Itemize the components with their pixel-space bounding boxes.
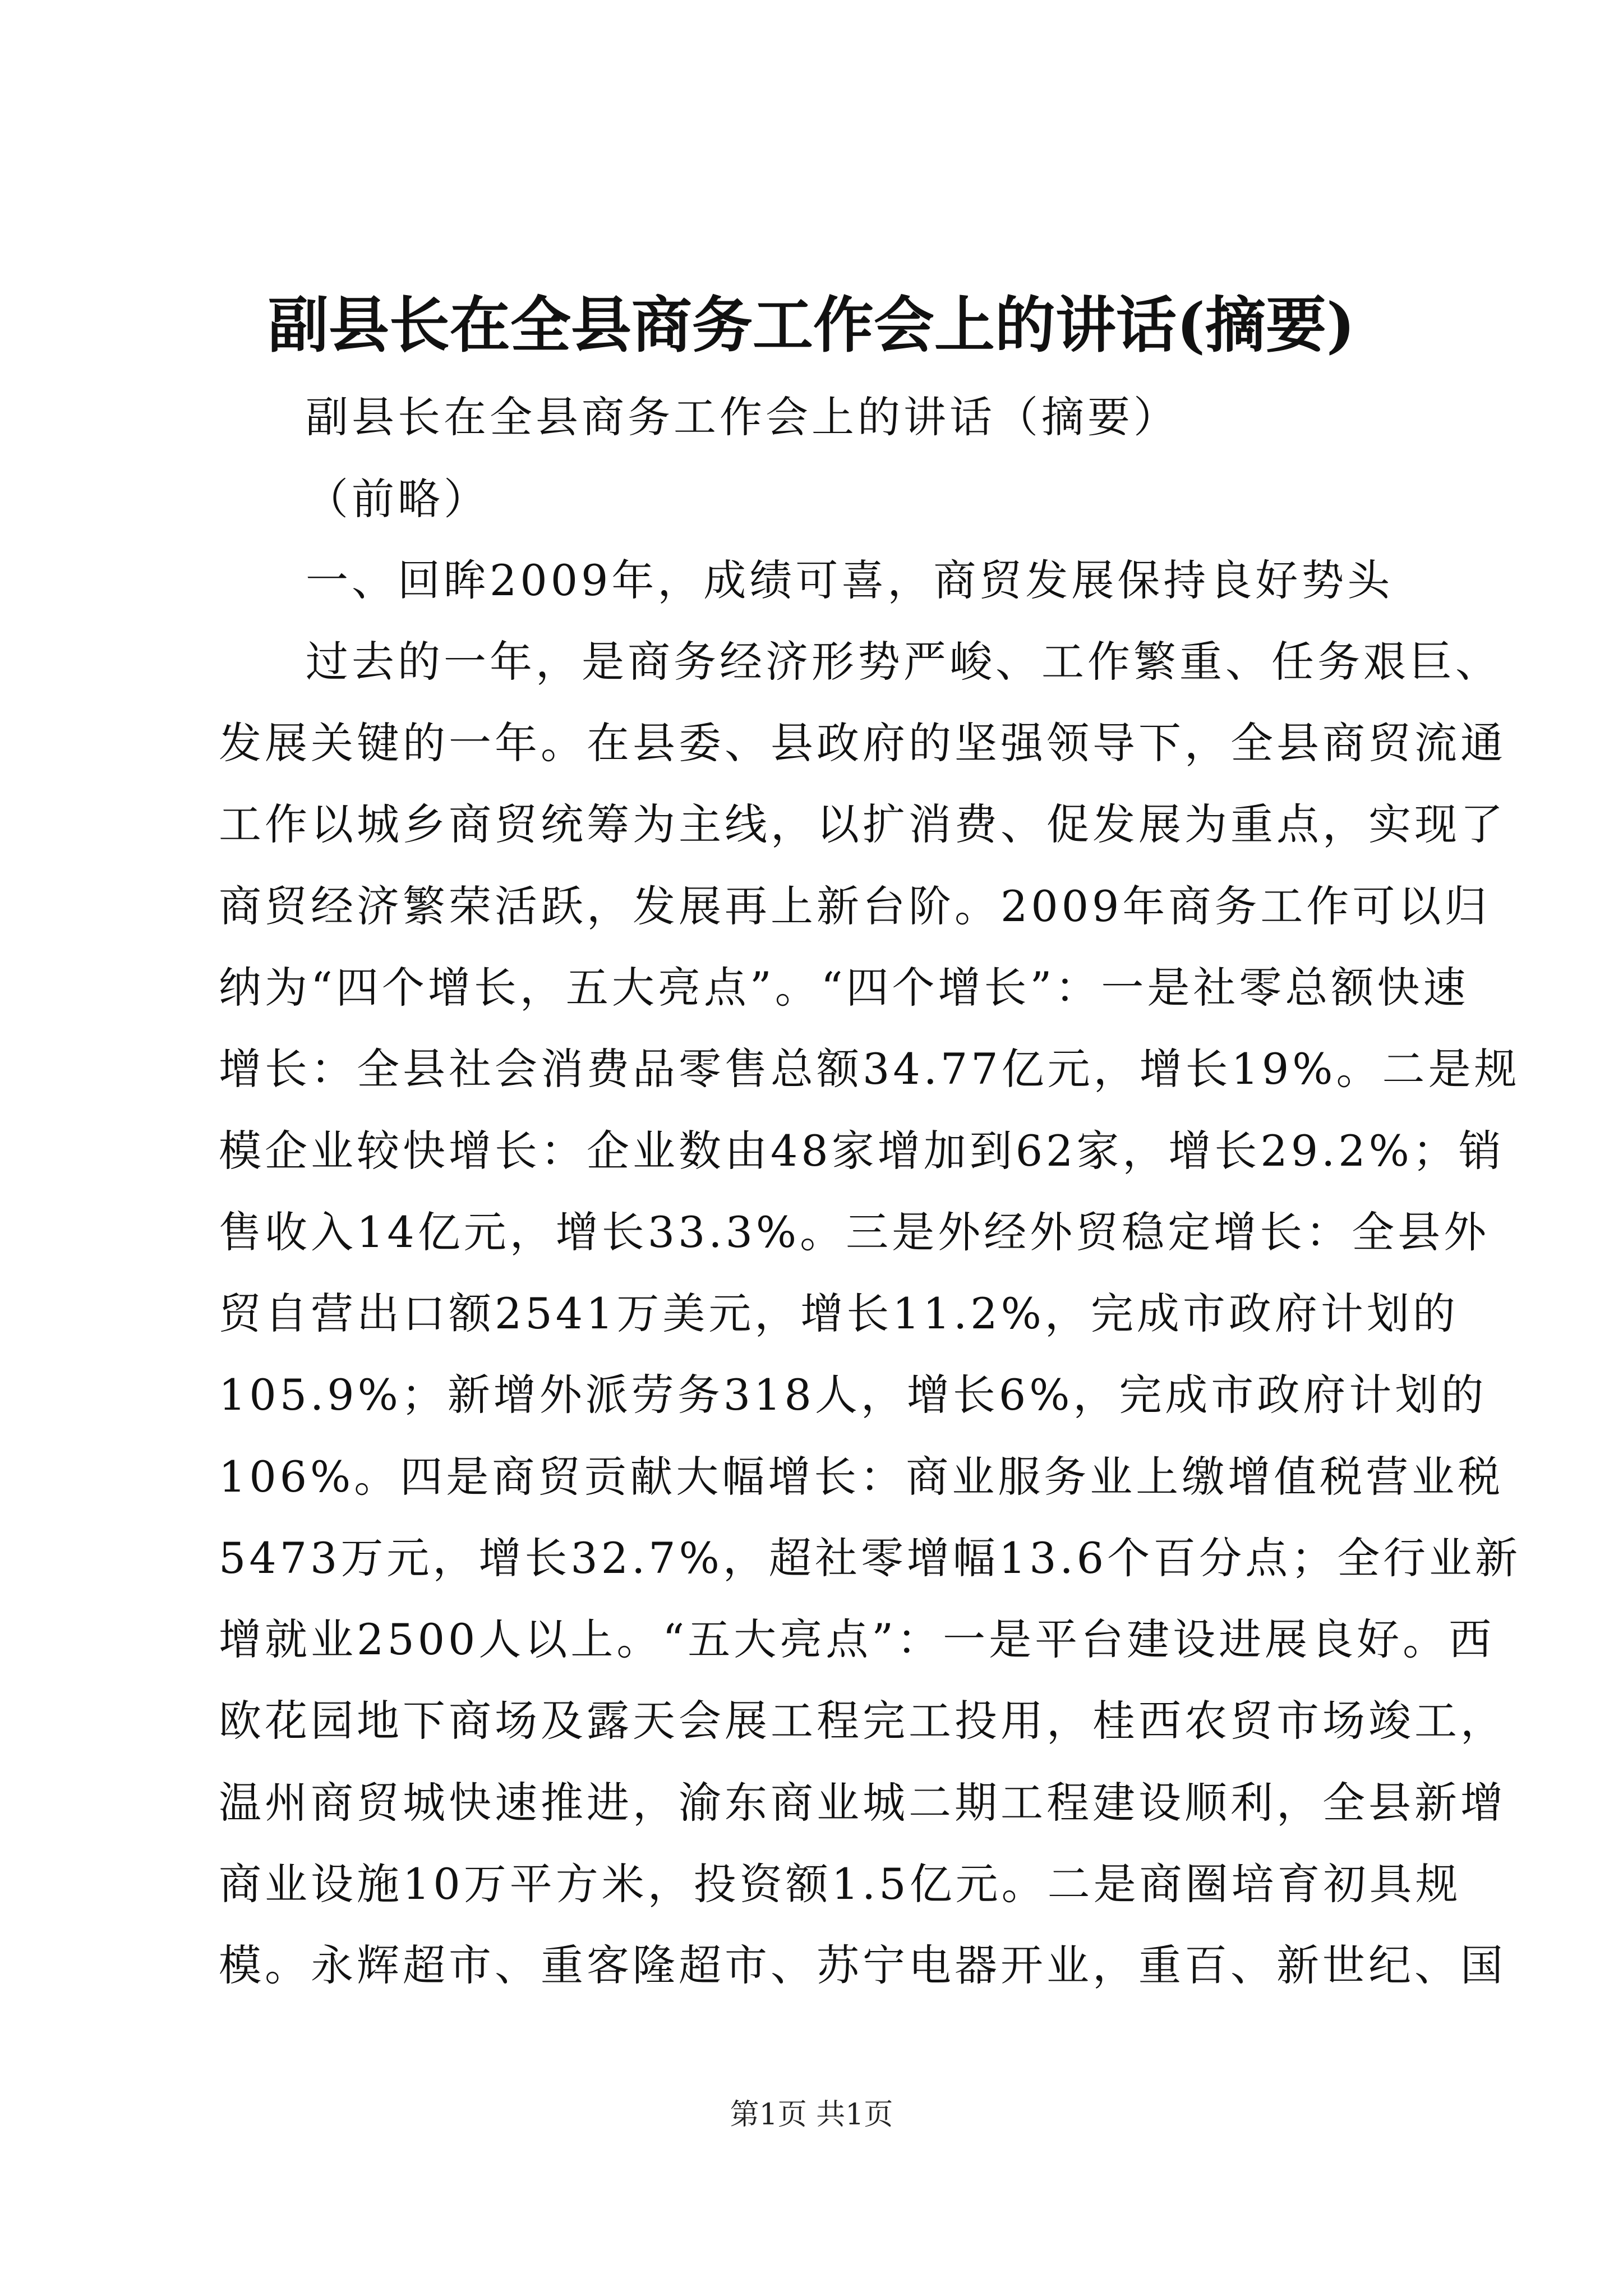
body-line: 售收入14亿元，增长33.3%。三是外经外贸稳定增长：全县外	[219, 1207, 1490, 1257]
body-line: 增就业2500人以上。“五大亮点”：一是平台建设进展良好。西	[219, 1614, 1495, 1664]
body-line: 商贸经济繁荣活跃，发展再上新台阶。2009年商务工作可以归	[219, 881, 1491, 931]
body-line: 5473万元，增长32.7%，超社零增幅13.6个百分点；全行业新	[219, 1533, 1521, 1583]
body-line: 工作以城乡商贸统筹为主线，以扩消费、促发展为重点，实现了	[219, 799, 1506, 849]
body-line: 发展关键的一年。在县委、县政府的坚强领导下，全县商贸流通	[219, 718, 1506, 768]
body-line: 温州商贸城快速推进，渝东商业城二期工程建设顺利，全县新增	[219, 1778, 1506, 1828]
body-line: 模企业较快增长：企业数由48家增加到62家，增长29.2%；销	[219, 1126, 1505, 1176]
body-line: 欧花园地下商场及露天会展工程完工投用，桂西农贸市场竣工，	[219, 1696, 1506, 1746]
body-line: 过去的一年，是商务经济形势严峻、工作繁重、任务艰巨、	[306, 637, 1501, 687]
body-line: 模。永辉超市、重客隆超市、苏宁电器开业，重百、新世纪、国	[219, 1940, 1506, 1990]
body-line: 贸自营出口额2541万美元，增长11.2%，完成市政府计划的	[219, 1289, 1459, 1338]
body-line: 增长：全县社会消费品零售总额34.77亿元，增长19%。二是规	[219, 1044, 1520, 1094]
section-heading: 一、回眸2009年，成绩可喜，商贸发展保持良好势头	[306, 555, 1394, 605]
body-line: 106%。四是商贸贡献大幅增长：商业服务业上缴增值税营业税	[219, 1452, 1504, 1502]
document-subtitle: 副县长在全县商务工作会上的讲话（摘要）	[306, 392, 1179, 442]
page-footer: 第1页 共1页	[730, 2098, 893, 2132]
preface-note: （前略）	[306, 474, 490, 524]
body-line: 纳为“四个增长，五大亮点”。“四个增长”：一是社零总额快速	[219, 963, 1469, 1013]
body-line: 105.9%；新增外派劳务318人，增长6%，完成市政府计划的	[219, 1370, 1487, 1420]
body-line: 商业设施10万平方米，投资额1.5亿元。二是商圈培育初具规	[219, 1859, 1461, 1909]
document-title: 副县长在全县商务工作会上的讲话(摘要)	[268, 290, 1355, 361]
